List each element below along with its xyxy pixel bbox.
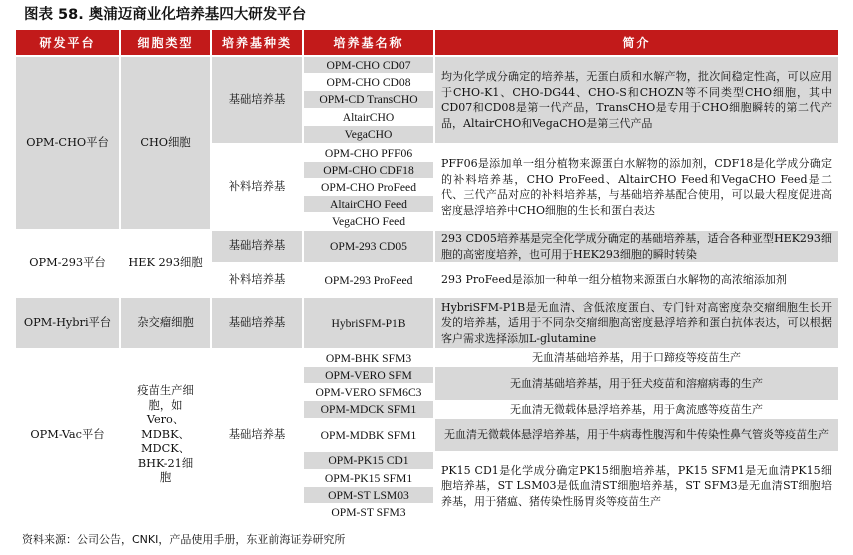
platform-name: OPM-CHO平台 bbox=[16, 57, 119, 229]
media-kind: 基础培养基 bbox=[212, 57, 302, 143]
header-platform: 研发平台 bbox=[16, 30, 119, 55]
media-name: OPM-PK15 SFM1 bbox=[304, 470, 433, 486]
media-intro: 均为化学成分确定的培养基，无蛋白质和水解产物，批次间稳定性高，可以应用于CHO-K1、CHO-DG44、CHO-S和CHOZN等不同类型CHO细胞，其中CD07和CD08是第一代产品，TransCHO是专用于CHO细胞瞬转的第二代产品，AltairCHO和VegaCHO是第三代产品 bbox=[435, 57, 838, 143]
media-name: AltairCHO Feed bbox=[304, 196, 433, 212]
media-name: OPM-293 CD05 bbox=[304, 231, 433, 262]
media-name: AltairCHO bbox=[304, 109, 433, 125]
header-cell-type: 细胞类型 bbox=[121, 30, 210, 55]
media-name: OPM-CHO CD07 bbox=[304, 57, 433, 73]
media-intro: 无血清无微载体悬浮培养基，用于禽流感等疫苗生产 bbox=[435, 401, 838, 418]
media-intro: 无血清基础培养基，用于狂犬疫苗和溶瘤病毒的生产 bbox=[435, 367, 838, 400]
platform-name: OPM-293平台 bbox=[16, 231, 119, 296]
cell-type: 杂交瘤细胞 bbox=[121, 298, 210, 348]
media-intro: HybriSFM-P1B是无血清、含低浓度蛋白、专门针对高密度杂交瘤细胞生长开发的培养基，适用于不同杂交瘤细胞高密度悬浮培养和蛋白抗体表达，可以根据客户需求选择添加L-glutamine bbox=[435, 298, 838, 348]
media-name: OPM-BHK SFM3 bbox=[304, 350, 433, 366]
media-intro: 无血清基础培养基，用于口蹄疫等疫苗生产 bbox=[435, 350, 838, 366]
header-media-name: 培养基名称 bbox=[304, 30, 433, 55]
media-intro: 293 ProFeed是添加一种单一组分植物来源蛋白水解物的高浓缩添加剂 bbox=[435, 264, 838, 296]
header-intro: 简介 bbox=[435, 30, 838, 55]
media-name: OPM-CHO PFF06 bbox=[304, 145, 433, 161]
cell-type: 疫苗生产细胞，如Vero、MDBK、MDCK、BHK-21细胞 bbox=[121, 350, 210, 520]
media-name: OPM-CD TransCHO bbox=[304, 91, 433, 108]
media-intro: 无血清无微载体悬浮培养基，用于牛病毒性腹泻和牛传染性鼻气管炎等疫苗生产 bbox=[435, 419, 838, 451]
platform-name: OPM-Hybri平台 bbox=[16, 298, 119, 348]
source-note: 资料来源：公司公告，CNKI，产品使用手册，东亚前海证券研究所 bbox=[22, 533, 346, 546]
media-name: OPM-ST SFM3 bbox=[304, 504, 433, 520]
media-name: OPM-VERO SFM bbox=[304, 367, 433, 383]
media-name: OPM-ST LSM03 bbox=[304, 487, 433, 503]
media-name: VegaCHO bbox=[304, 126, 433, 143]
platform-name: OPM-Vac平台 bbox=[16, 350, 119, 520]
media-name: VegaCHO Feed bbox=[304, 213, 433, 229]
media-kind: 基础培养基 bbox=[212, 350, 302, 520]
media-intro: PFF06是添加单一组分植物来源蛋白水解物的添加剂，CDF18是化学成分确定的补料培养基，CHO ProFeed、AltairCHO Feed和VegaCHO Feed是二代、三代产品对应的补料培养基，与基础培养基配合使用，可以最大程度促进高密度悬浮培养中CHO细胞的生长和蛋白表达 bbox=[435, 145, 838, 229]
cell-type: CHO细胞 bbox=[121, 57, 210, 229]
media-name: OPM-293 ProFeed bbox=[304, 264, 433, 296]
media-kind: 基础培养基 bbox=[212, 231, 302, 262]
media-kind: 补料培养基 bbox=[212, 145, 302, 229]
media-kind: 基础培养基 bbox=[212, 298, 302, 348]
cell-type: HEK 293细胞 bbox=[121, 231, 210, 296]
media-name: HybriSFM-P1B bbox=[304, 298, 433, 348]
media-name: OPM-MDCK SFM1 bbox=[304, 401, 433, 418]
header-media-kind: 培养基种类 bbox=[212, 30, 302, 55]
table-title: 图表 58. 奥浦迈商业化培养基四大研发平台 bbox=[24, 7, 307, 23]
media-name: OPM-CHO CDF18 bbox=[304, 162, 433, 178]
media-name: OPM-VERO SFM6C3 bbox=[304, 384, 433, 400]
media-name: OPM-PK15 CD1 bbox=[304, 452, 433, 469]
media-name: OPM-CHO ProFeed bbox=[304, 179, 433, 195]
media-name: OPM-CHO CD08 bbox=[304, 74, 433, 90]
media-name: OPM-MDBK SFM1 bbox=[304, 419, 433, 451]
media-intro: PK15 CD1是化学成分确定PK15细胞培养基，PK15 SFM1是无血清PK15细胞培养基，ST LSM03是低血清ST细胞培养基，ST SFM3是无血清ST细胞培养基，用于猪瘟、猪传染性肠胃炎等疫苗生产 bbox=[435, 452, 838, 520]
media-intro: 293 CD05培养基是完全化学成分确定的基础培养基，适合各种亚型HEK293细胞的高密度培养，也可用于HEK293细胞的瞬时转染 bbox=[435, 231, 838, 262]
media-kind: 补料培养基 bbox=[212, 264, 302, 296]
